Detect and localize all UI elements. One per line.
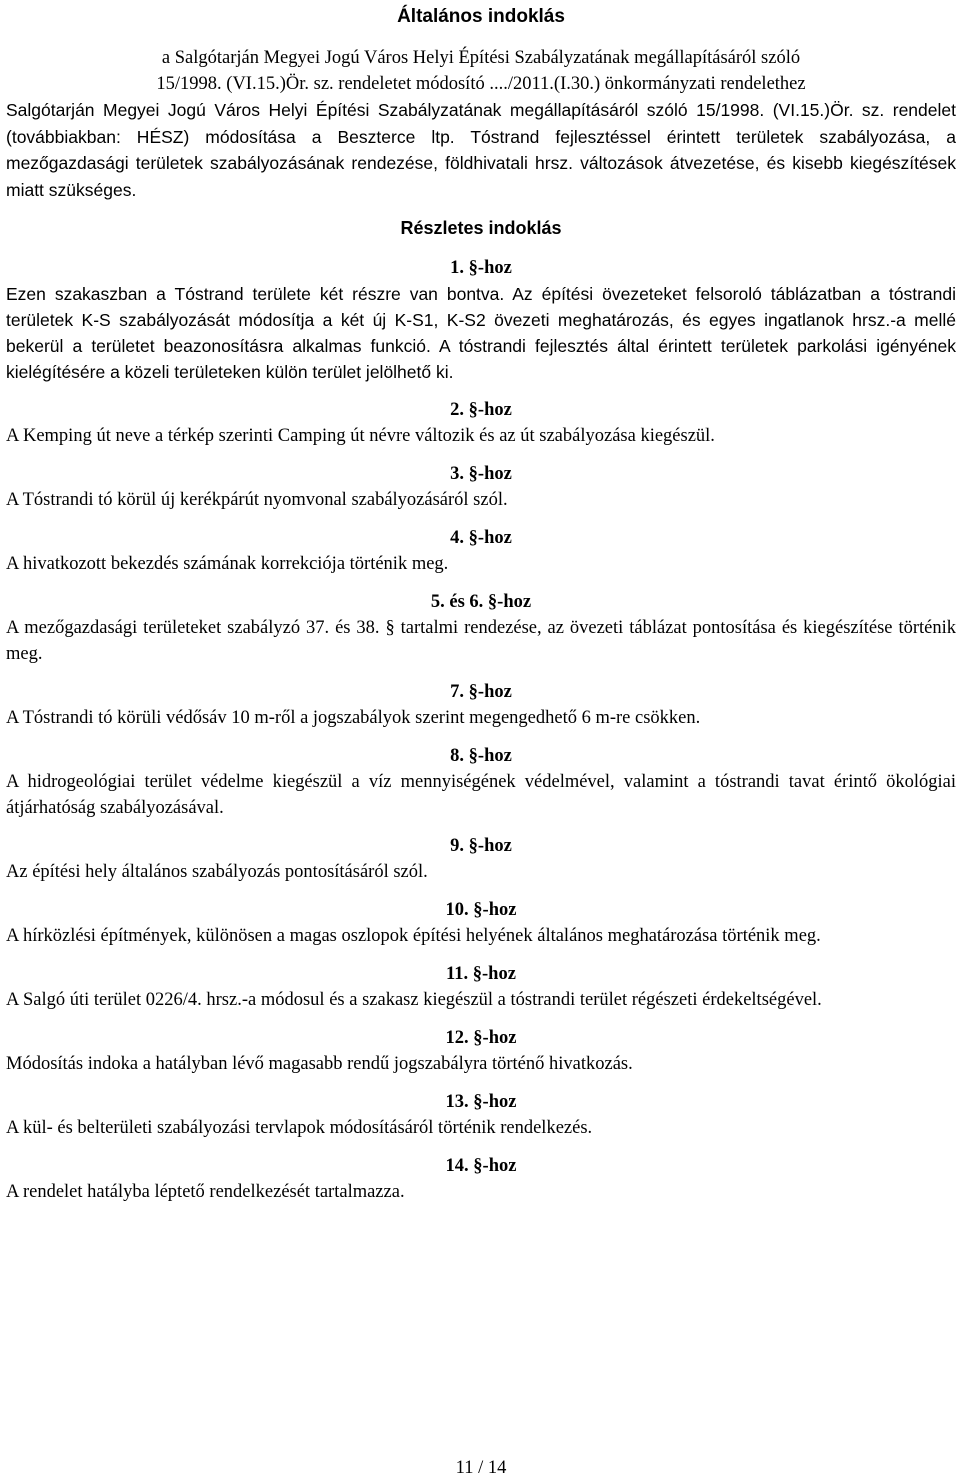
section-body: A hidrogeológiai terület védelme kiegészül a víz mennyiségének védelmével, valamint a tóstrandi tavat érintő ökológiai átjárhatóság szabályozásával.	[6, 772, 956, 818]
detail-heading: Részletes indoklás	[400, 218, 562, 238]
section-9	[6, 835, 956, 885]
intro-paragraph: Salgótarján Megyei Jogú Város Helyi Építési Szabályzatának megállapításáról szóló 15/1998. (VI.15.)Ör. sz. rendelet (továbbiakban: HÉSZ) módosítása a Beszterce ltp. Tóstrand fejlesztéssel érintett területek szabályozása, a mezőgazdasági területek szabályozásának rendezése, földhivatali hrsz. változások átvezetése, és kisebb kiegészítések miatt szükséges.	[6, 100, 956, 200]
section-heading: 1. §-hoz	[450, 258, 512, 278]
section-body: Ezen szakaszban a Tóstrand területe két részre van bontva. Az építési övezeteket felsoroló táblázatban a tóstrandi területek K-S szabályozását módosítja a két új K-S1, K-S2 övezeti meghatározás, és egyes ingatlanok hrsz.-a mellé bekerül a területet beazonosításra alkalmas funkció. A tóstrandi fejlesztés által érintett területek parkolási igényének kielégítésére a közeli területeken külön terület jelölhető ki.	[6, 284, 956, 382]
section-heading: 11. §-hoz	[446, 964, 516, 984]
subtitle-line-1: a Salgótarján Megyei Jogú Város Helyi Építési Szabályzatának megállapításáról szóló	[161, 48, 801, 68]
section-body: A Tóstrandi tó körüli védősáv 10 m-ről a jogszabályok szerint megengedhető 6 m-re csökken.	[6, 708, 701, 728]
section-3	[6, 463, 956, 513]
section-13	[6, 1091, 956, 1141]
section-14	[6, 1155, 956, 1205]
section-body: A kül- és belterületi szabályozási tervlapok módosításáról történik rendelkezés.	[6, 1118, 593, 1138]
section-7	[6, 681, 956, 731]
section-body: A hivatkozott bekezdés számának korrekciója történik meg.	[6, 554, 449, 574]
section-heading: 9. §-hoz	[450, 836, 512, 856]
section-body: A Salgó úti terület 0226/4. hrsz.-a módosul és a szakasz kiegészül a tóstrandi terület régészeti érdekeltségével.	[6, 990, 822, 1010]
page-number: 11 / 14	[455, 1458, 507, 1478]
section-body: A Tóstrandi tó körül új kerékpárút nyomvonal szabályozásáról szól.	[6, 490, 508, 510]
section-10	[6, 899, 956, 949]
section-1	[6, 257, 956, 385]
section-heading: 10. §-hoz	[445, 900, 517, 920]
section-8	[6, 745, 956, 821]
section-body: Az építési hely általános szabályozás pontosításáról szól.	[6, 862, 428, 882]
section-heading: 7. §-hoz	[450, 682, 512, 702]
section-heading: 4. §-hoz	[450, 528, 512, 548]
section-heading: 8. §-hoz	[450, 746, 512, 766]
section-heading: 5. és 6. §-hoz	[430, 592, 532, 612]
section-heading: 13. §-hoz	[445, 1092, 517, 1112]
section-2	[6, 399, 956, 449]
section-12	[6, 1027, 956, 1077]
document-page	[6, 0, 956, 1478]
section-5-6	[6, 591, 956, 667]
section-body: A Kemping út neve a térkép szerinti Camping út névre változik és az út szabályozása kiegészül.	[6, 426, 715, 446]
section-11	[6, 963, 956, 1013]
section-body: A hírközlési építmények, különösen a magas oszlopok építési helyének általános meghatározása történik meg.	[6, 926, 821, 946]
section-body: A mezőgazdasági területeket szabályzó 37. és 38. § tartalmi rendezése, az övezeti táblázat pontosítása és kiegészítése történik meg.	[6, 618, 956, 664]
section-body: A rendelet hatályba léptető rendelkezését tartalmazza.	[6, 1182, 405, 1202]
document-subtitle	[6, 45, 956, 97]
section-heading: 14. §-hoz	[445, 1156, 517, 1176]
section-heading: 2. §-hoz	[450, 400, 512, 420]
subtitle-line-2: 15/1998. (VI.15.)Ör. sz. rendeletet módosító ..../2011.(I.30.) önkormányzati rendelethez	[156, 74, 806, 94]
section-heading: 12. §-hoz	[445, 1028, 517, 1048]
section-4	[6, 527, 956, 577]
section-heading: 3. §-hoz	[450, 464, 512, 484]
document-title: Általános indoklás	[397, 6, 565, 27]
section-body: Módosítás indoka a hatályban lévő magasabb rendű jogszabályra történő hivatkozás.	[6, 1054, 633, 1074]
